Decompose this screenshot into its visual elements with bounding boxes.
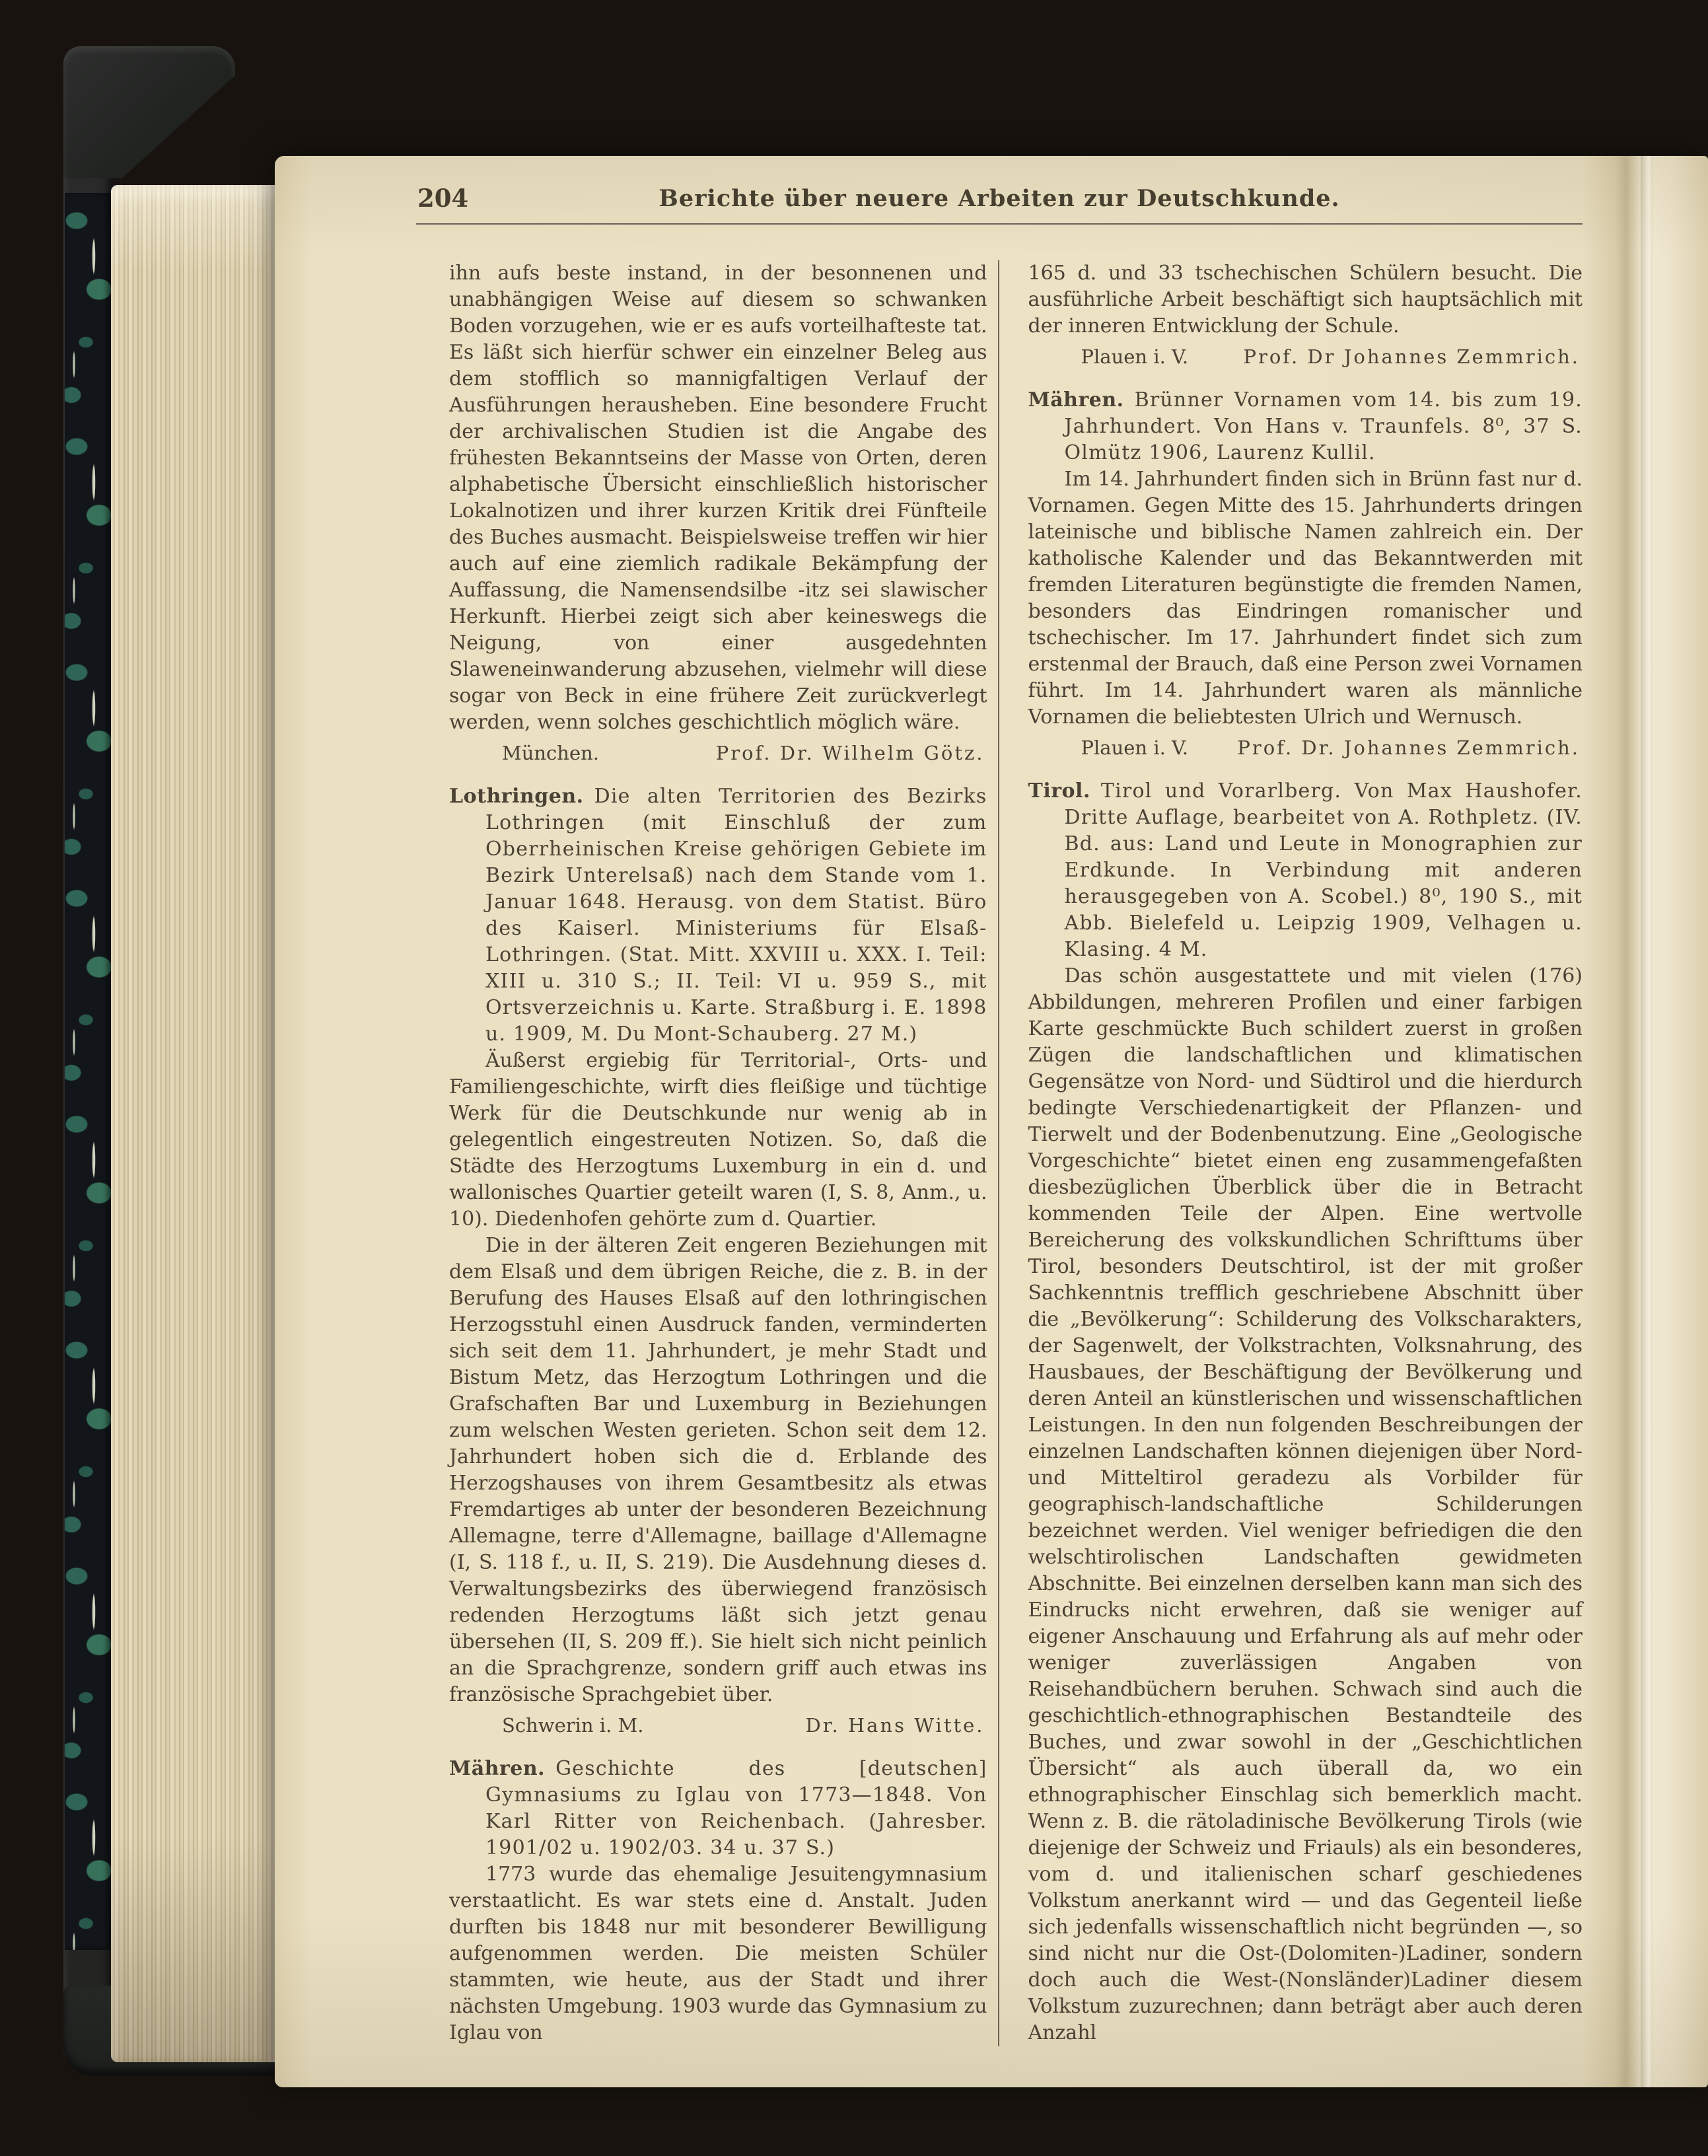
bibliography-entry-maehren-iglau — [449, 1756, 987, 1861]
book-page — [275, 156, 1708, 2087]
left-column — [449, 260, 987, 2046]
signature-line — [1028, 735, 1583, 761]
bibliography-entry-tirol — [1028, 778, 1583, 963]
page-edges-stack — [111, 185, 275, 2062]
signature-author: Prof. Dr. Wilhelm Götz. — [715, 742, 985, 764]
text-columns — [416, 260, 1583, 2046]
signature-author: Prof. Dr Johannes Zemmrich. — [1243, 345, 1581, 368]
column-divider — [998, 260, 999, 2046]
continuation-paragraph: ihn aufs beste instand, in der besonnenen und unabhängigen Weise auf diesem so schwanken Boden vorzugehen, wie er es aufs vorteilhafteste tat. Es läßt sich hierfür schwer ein einzelner Beleg aus dem stofflich so mannigfaltigen Verlauf der Ausführungen herausheben. Eine besondere Frucht der archivalischen Studien ist die Angabe des frühesten Bekanntseins der Masse von Orten, deren alphabetische Übersicht einschließlich historischer Lokalnotizen und ihrer kurzen Kritik drei Fünfteile des Buches ausmacht. Beispielsweise treffen wir hier auch auf eine ziemlich radikale Bekämpfung der Auffassung, die Namensendsilbe -itz sei slawischer Herkunft. Hierbei zeigt sich aber keineswegs die Neigung, von einer ausgedehnten Slaweneinwanderung abzusehen, vielmehr will diese sogar von Beck in eine frühere Zeit zurückverlegt werden, wenn solches geschichtlich möglich wäre. — [449, 262, 987, 734]
signature-line — [1028, 343, 1583, 370]
signature-place: München. — [502, 742, 600, 764]
entry-title: Geschichte des [deutschen] Gymnasiums zu Iglau von 1773—1848. Von Karl Ritter von Reichenbach. (Jahresber. 1901/02 u. 1902/03. 34 u. 37 S.) — [485, 1757, 987, 1859]
review-paragraph: Im 14. Jahrhundert finden sich in Brünn fast nur d. Vornamen. Gegen Mitte des 15. Jahrhunderts dringen lateinische und biblische Namen zahlreich ein. Der katholische Kalender und das Bekanntwerden mit fremden Literaturen begünstigte die fremden Namen, besonders das Eindringen romanischer und tschechischer. Im 17. Jahrhundert findet sich zum erstenmal der Brauch, daß eine Person zwei Vornamen führt. Im 14. Jahrhundert waren als männliche Vornamen die beliebtesten Ulrich und Wernusch. — [1028, 468, 1583, 729]
review-paragraph: Die in der älteren Zeit engeren Beziehungen mit dem Elsaß und dem übrigen Reiche, die z. B. in der Berufung des Hauses Elsaß auf den lothringischen Herzogsstuhl einen Ausdruck fanden, verminderten sich seit dem 11. Jahrhundert, je mehr Stadt und Bistum Metz, das Herzogtum Lothringen und die Grafschaften Bar und Luxemburg in Beziehungen zum welschen Westen gerieten. Schon seit dem 12. Jahrhundert hoben sich die d. Erblande des Herzogshauses von ihrem Gesamtbesitz als etwas Fremdartiges ab unter der besonderen Bezeichnung Allemagne, terre d'Allemagne, baillage d'Allemagne (I, S. 118 f., u. II, S. 219). Die Ausdehnung dieses d. Verwaltungsbezirks des überwiegend französisch redenden Herzogtums läßt sich jetzt genau übersehen (II, S. 209 ff.). Sie hielt sich nicht peinlich an die Sprachgrenze, sondern griff auch etwas ins französische Sprachgebiet über. — [449, 1234, 987, 1706]
entry-keyword: Lothringen. — [449, 785, 584, 808]
page-number: 204 — [417, 184, 469, 213]
review-paragraph: Das schön ausgestattete und mit vielen (176) Abbildungen, mehreren Profilen und einer farbigen Karte geschmückte Buch schildert zuerst in großen Zügen die landschaftlichen und klimatischen Gegensätze von Nord- und Südtirol und die hierdurch bedingte Verschiedenartigkeit der Pflanzen- und Tierwelt und der Bodenbenutzung. Eine „Geologische Vorgeschichte“ bietet einen eng zusammengefaßten diesbezüglichen Überblick über die in Betracht kommenden Teile der Alpen. Eine wertvolle Bereicherung des volkskundlichen Schrifttums über Tirol, besonders Deutschtirol, ist der mit großer Sachkenntnis trefflich geschriebene Abschnitt über die „Bevölkerung“: Schilderung des Volkscharakters, der Sagenwelt, der Volkstrachten, Volksnahrung, des Hausbaues, der Beschäftigung der Bevölkerung und deren Anteil an künstlerischen und wissenschaftlichen Leistungen. In den nun folgenden Beschreibungen der einzelnen Landschaften können diejenigen über Nord- und Mitteltirol geradezu als Vorbilder für geographisch-landschaftliche Schilderungen bezeichnet werden. Viel weniger befriedigen die den welschtirolischen Landschaften gewidmeten Abschnitte. Bei einzelnen derselben kann man sich des Eindrucks nicht erwehren, daß sie weniger auf eigener Anschauung und Erfahrung als auf mehr oder weniger zuverlässigen Angaben von Reisehandbüchern beruhen. Schwach sind auch die geschichtlich-ethnographischen Bestandteile des Buches, und zwar sowohl in der „Geschichtlichen Übersicht“ als auch überall da, wo ein ethnographischer Einschlag sich bemerklich macht. Wenn z. B. die rätoladinische Bevölkerung Tirols (wie diejenige der Schweiz und Friauls) als ein besonderes, vom d. und italienischen scharf geschiedenes Volkstum anerkannt wird — und das Gegenteil ließe sich jedenfalls wissenschaftlich nicht begründen —, so sind nicht nur die Ost-(Dolomiten-)Ladiner, sondern doch auch die West-(Nonsländer)Ladiner diesem Volkstum zuzurechnen; dann beträgt aber auch deren Anzahl — [1028, 964, 1583, 2044]
signature-place: Plauen i. V. — [1081, 345, 1189, 368]
running-header-title: Berichte über neuere Arbeiten zur Deutschkunde. — [658, 185, 1340, 212]
entry-keyword: Mähren. — [449, 1757, 546, 1780]
signature-place: Plauen i. V. — [1081, 737, 1189, 759]
review-paragraph: 1773 wurde das ehemalige Jesuitengymnasium verstaatlicht. Es war stets eine d. Anstalt. Juden durften bis 1848 nur mit besonderer Bewilligung aufgenommen werden. Die meisten Schüler stammten, wie heute, aus der Stadt und ihrer nächsten Umgebung. 1903 wurde das Gymnasium zu Iglau von — [449, 1863, 987, 2044]
entry-keyword: Mähren. — [1028, 388, 1124, 412]
page-content — [416, 182, 1583, 2046]
bibliography-entry-maehren-vornamen — [1028, 387, 1583, 466]
entry-title: Brünner Vornamen vom 14. bis zum 19. Jahrhundert. Von Hans v. Traunfels. 8⁰, 37 S. Olmütz 1906, Laurenz Kullil. — [1064, 388, 1583, 464]
book-cover-corner-top — [63, 46, 235, 178]
continuation-paragraph: 165 d. und 33 tschechischen Schülern besucht. Die ausführliche Arbeit beschäftigt sich hauptsächlich mit der inneren Entwicklung der Schule. — [1028, 262, 1583, 338]
right-column — [1028, 260, 1583, 2046]
header-rule — [416, 223, 1583, 225]
signature-author: Prof. Dr. Johannes Zemmrich. — [1237, 737, 1581, 759]
entry-title: Tirol und Vorarlberg. Von Max Haushofer. Dritte Auflage, bearbeitet von A. Rothpletz. (IV. Bd. aus: Land und Leute in Monographien zur Erdkunde. In Verbindung mit anderen herausgegeben von A. Scobel.) 8⁰, 190 S., mit Abb. Bielefeld u. Leipzig 1909, Velhagen u. Klasing. 4 M. — [1064, 779, 1583, 961]
entry-keyword: Tirol. — [1028, 779, 1090, 803]
signature-author: Dr. Hans Witte. — [805, 1714, 985, 1737]
signature-place: Schwerin i. M. — [502, 1714, 644, 1737]
page-header — [416, 182, 1583, 215]
page-gutter-shadow — [1641, 156, 1653, 2087]
entry-title: Die alten Territorien des Bezirks Lothringen (mit Einschluß der zum Oberrheinischen Kreise gehörigen Gebiete im Bezirk Unterelsaß) nach dem Stande vom 1. Januar 1648. Herausg. von dem Statist. Büro des Kaiserl. Ministeriums für Elsaß-Lothringen. (Stat. Mitt. XXVIII u. XXX. I. Teil: XIII u. 310 S.; II. Teil: VI u. 959 S., mit Ortsverzeichnis u. Karte. Straßburg i. E. 1898 u. 1909, M. Du Mont-Schauberg. 27 M.) — [485, 785, 987, 1046]
signature-line — [449, 740, 987, 766]
signature-line — [449, 1712, 987, 1739]
bibliography-entry-lothringen — [449, 783, 987, 1048]
review-paragraph: Äußerst ergiebig für Territorial-, Orts- und Familiengeschichte, wirft dies fleißige und tüchtige Werk für die Deutschkunde nur wenig ab in gelegentlich eingestreuten Notizen. So, daß die Städte des Herzogtums Luxemburg in ein d. und wallonisches Quartier geteilt waren (I, S. 8, Anm., u. 10). Diedenhofen gehörte zum d. Quartier. — [449, 1049, 987, 1231]
marbled-cover-paper — [65, 193, 111, 1950]
